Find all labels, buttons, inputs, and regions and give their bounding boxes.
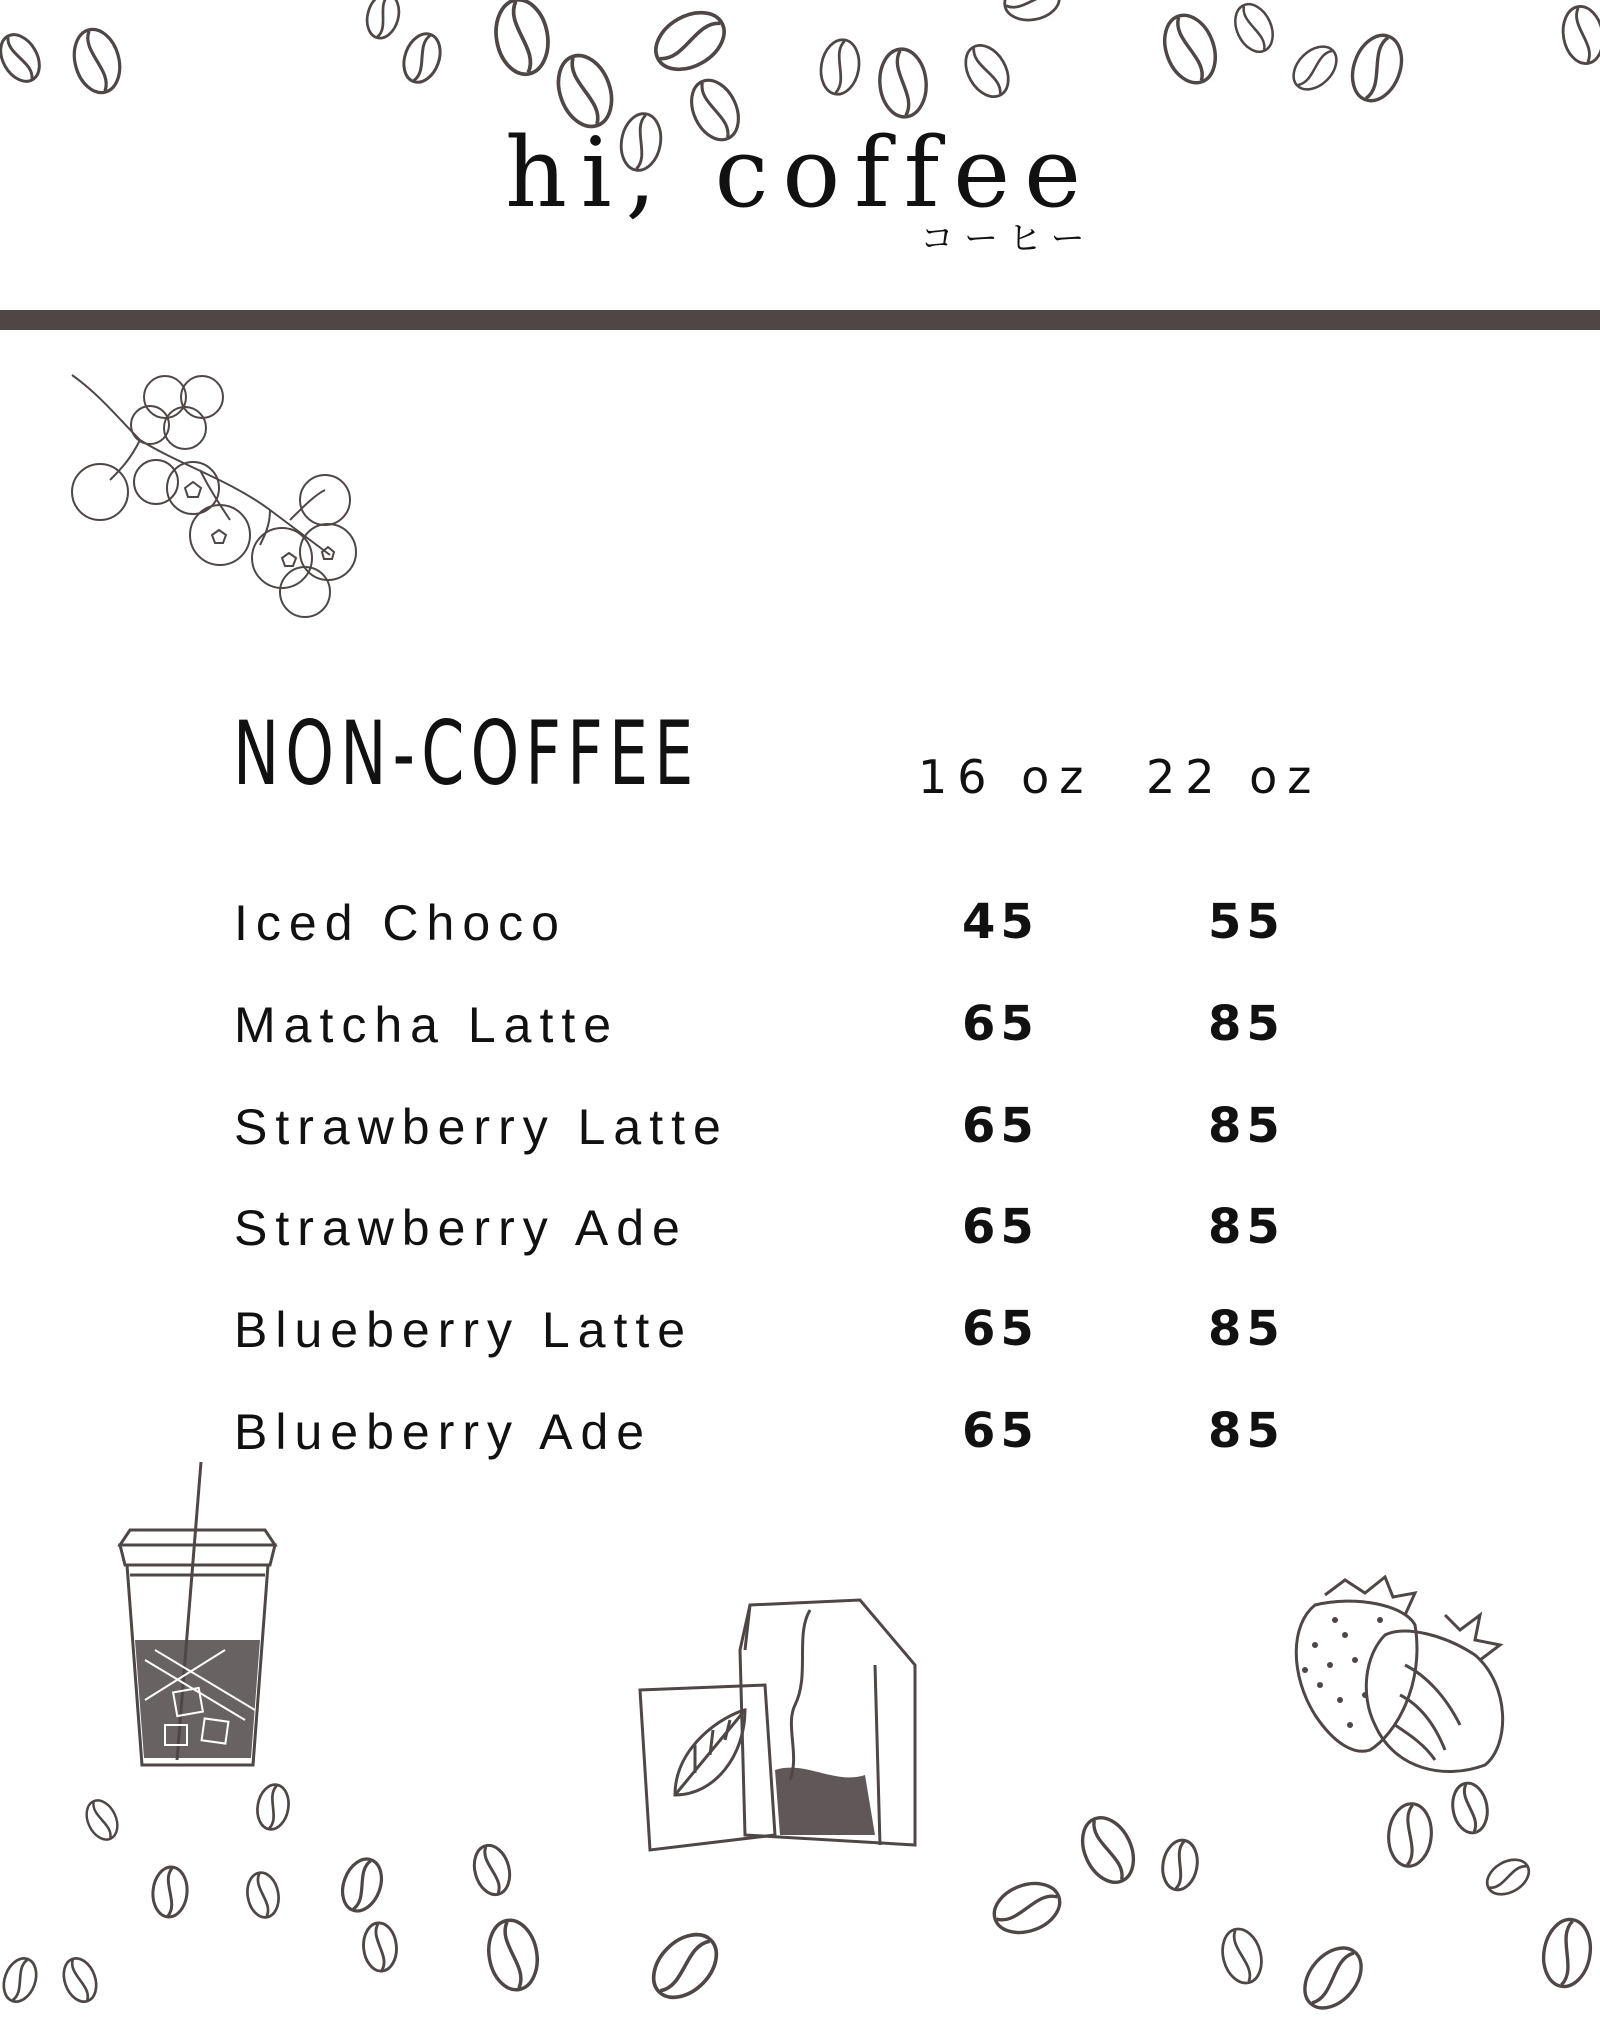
menu-item [0,996,1600,1080]
menu-item-name: Blueberry Latte [234,1302,694,1358]
coffee-bean-icon [813,32,867,103]
coffee-bean-icon [1339,23,1416,113]
menu-item-name: Iced Choco [234,895,567,951]
coffee-bean-icon [53,1950,108,2011]
coffee-bean-icon [1477,1849,1538,1905]
menu-item-price-large: 55 [1208,894,1285,950]
menu-item-name: Blueberry Ade [234,1404,653,1460]
menu-item [0,894,1600,978]
strawberry-icon [1285,1575,1515,1784]
menu-item-price-small: 45 [962,894,1039,950]
coffee-bean-icon [62,19,133,103]
menu-item-price-large: 85 [1208,1403,1285,1459]
menu-item-price-small: 65 [962,1301,1039,1357]
coffee-bean-icon [952,33,1021,109]
tea-bag-icon [635,1595,925,1869]
coffee-bean-icon [464,1837,521,1902]
blueberry-icon [60,370,370,624]
coffee-bean-icon [359,0,407,46]
coffee-bean-icon [241,1865,286,1924]
coffee-bean-icon [1287,1931,1379,2025]
menu-item [0,1098,1600,1182]
coffee-bean-icon [1067,1804,1150,1897]
coffee-bean-icon [394,25,451,91]
coffee-bean-icon [982,1870,1072,1947]
menu-item-name: Strawberry Latte [234,1099,729,1155]
menu-item-price-small: 65 [962,1098,1039,1154]
menu-item-price-large: 85 [1208,1301,1285,1357]
coffee-bean-icon [331,1849,393,1920]
coffee-bean-icon [0,24,51,92]
coffee-bean-icon [872,43,934,124]
menu-item-price-small: 65 [962,1199,1039,1255]
brand-subtitle: コーヒー [920,219,1095,259]
menu-item-price-small: 65 [962,996,1039,1052]
section-title: NON-COFFEE [233,702,700,805]
coffee-bean-icon [251,1777,296,1836]
coffee-bean-icon [1382,1798,1438,1872]
coffee-bean-icon [635,1916,735,2016]
menu-item-name: Matcha Latte [234,997,620,1053]
coffee-bean-icon [478,1911,547,2000]
coffee-bean-icon [998,0,1067,28]
coffee-bean-icon [1222,0,1286,63]
menu-item-price-large: 85 [1208,1098,1285,1154]
coffee-bean-icon [77,1792,127,1848]
menu-item-name: Strawberry Ade [234,1200,688,1256]
coffee-bean-icon [1554,0,1600,73]
header-divider [0,310,1600,330]
coffee-bean-icon [0,1950,47,2011]
menu-item [0,1301,1600,1385]
menu-item [0,1199,1600,1283]
size-small-header: 16 oz [918,750,1094,804]
coffee-bean-icon [147,1860,192,1923]
menu-item-price-small: 65 [962,1403,1039,1459]
menu-item-price-large: 85 [1208,996,1285,1052]
brand-title: hi, coffee [505,117,1095,229]
size-large-header: 22 oz [1146,750,1322,804]
coffee-bean-icon [1213,1920,1272,1991]
menu-item-price-large: 85 [1208,1199,1285,1255]
coffee-bean-icon [1534,1911,1600,1995]
iced-drink-icon [105,1460,285,1784]
coffee-bean-icon [358,1918,403,1975]
coffee-bean-icon [1445,1777,1494,1839]
coffee-bean-icon [1155,1832,1205,1898]
coffee-bean-icon [1150,3,1229,95]
